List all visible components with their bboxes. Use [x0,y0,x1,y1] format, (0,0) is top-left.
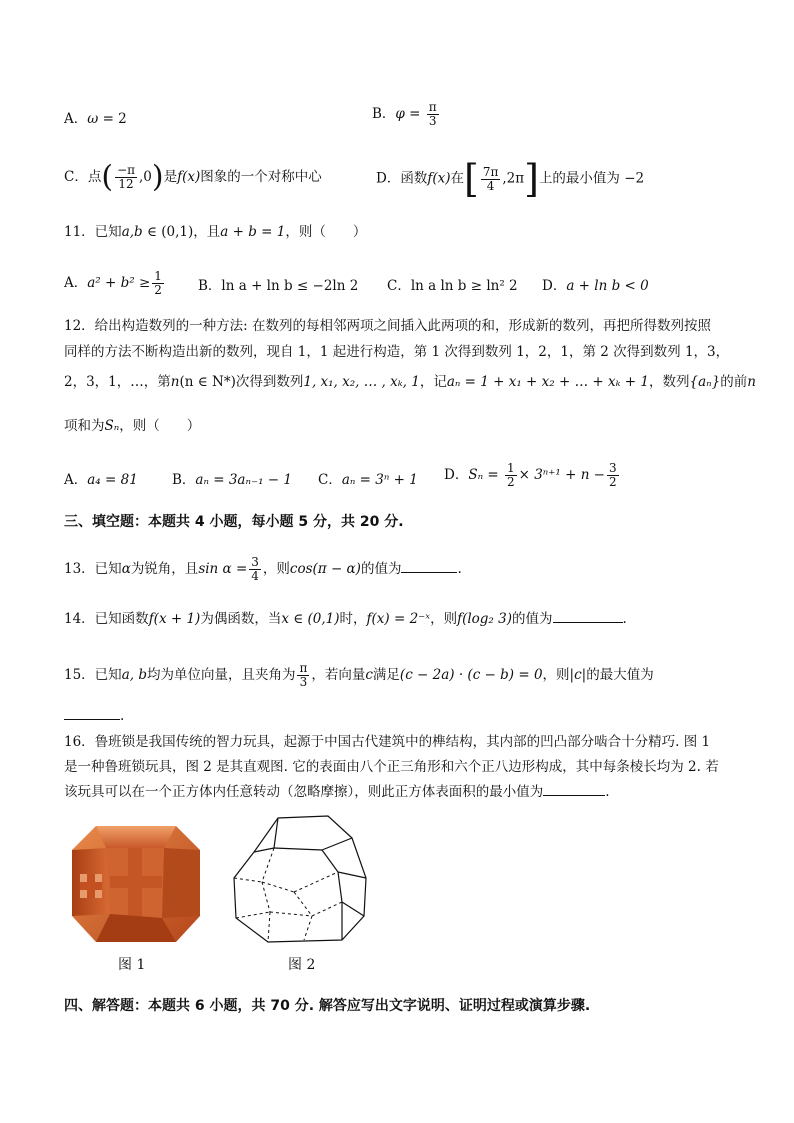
text: . [605,784,610,800]
math-expr: ln a + ln b ≤ −2ln 2 [221,278,359,294]
denominator: 4 [486,178,495,193]
math-expr: × 3ⁿ⁺¹ + n − [518,467,605,483]
text: 的前 [720,374,748,390]
q15-answer-line [64,706,124,726]
math-expr: a₄ = 81 [87,472,138,488]
text: ，则 [542,667,570,683]
math-expr: 1, x₁, x₂, … , xₖ, 1 [303,374,420,390]
answer-blank[interactable] [64,707,120,720]
q16-line-2: 是一种鲁班锁玩具，图 2 是其直观图. 它的表面由八个正三角形和六个正八边形构成，其中每条棱长均为 2. 若 [64,759,719,775]
text: . [120,708,125,724]
math-expr: |c| [569,667,587,683]
math-expr: cos(π − α) [289,561,361,577]
math-var: a, b [121,667,147,683]
q11-stem [64,222,366,242]
numerator: −π [117,163,136,177]
math-expr: x ∈ (0,1) [281,611,340,627]
math-expr: (n ∈ N*) [179,374,236,390]
q12-line-4 [64,416,200,436]
option-label: A． [64,275,88,291]
coord-tail: ,0 [139,169,152,185]
text: 均为单位向量，且夹角为 [146,667,296,683]
denominator: 2 [506,475,515,489]
option-label: C． [318,472,342,488]
answer-blank[interactable] [401,560,457,573]
phi-symbol: φ [395,106,405,122]
math-expr: aₙ = 1 + x₁ + x₂ + … + xₖ + 1 [446,374,649,390]
math-expr: aₙ = 3ⁿ + 1 [341,472,418,488]
math-var: n [747,374,756,390]
math-var: Sₙ [104,418,120,434]
paren-open: ( [101,159,114,195]
q12-option-d [444,462,621,489]
bracket-close: ] [524,157,539,201]
q14 [64,609,627,629]
text: 该玩具可以在一个正方体内任意转动（忽略摩擦），则此正方体表面积的最小值为 [64,784,544,800]
q11-option-d [542,276,649,296]
option-label: C．点 [64,169,102,185]
text: . [457,561,462,577]
math-expr: Sₙ = [468,467,499,483]
text: 次得到数列 [235,374,304,390]
math-expr: a + ln b < 0 [566,278,649,294]
text: 的最大值为 [586,667,654,683]
fraction [505,462,517,489]
math-expr: (c − 2a) · (c − b) = 0 [399,667,543,683]
fraction [249,556,261,583]
q13 [64,556,462,583]
q11-option-c [387,276,518,296]
answer-blank[interactable] [553,610,623,623]
fraction [115,164,137,191]
fraction [427,101,439,128]
equals: = [409,106,421,122]
denominator: 12 [118,177,134,191]
text: ，则 [430,611,458,627]
question-number: 15．已知 [64,667,122,683]
text: 为偶函数，当 [200,611,282,627]
math-expr: f(x) = 2⁻ˣ [366,611,431,627]
numerator: 1 [154,269,162,283]
text: ，数列 [649,374,690,390]
option-expr: = 2 [102,111,127,127]
text: 是 [163,169,178,185]
numerator: π [299,661,308,675]
option-label: D．函数 [376,170,428,187]
math-expr: aₙ = 3aₙ₋₁ − 1 [195,472,292,488]
text: 为锐角，且 [130,561,199,577]
truncated-cube-diagram [232,812,372,948]
text: 的值为 [360,561,402,577]
option-label: D． [542,278,567,294]
figure-2-caption: 图 2 [288,957,316,973]
math-expr: f(log₂ 3) [457,611,512,627]
q16-line-1: 16．鲁班锁是我国传统的智力玩具，起源于中国古代建筑中的榫结构，其内部的凹凸部分啮合十分精巧. 图 1 [64,734,711,750]
q16-line-3 [64,782,610,802]
math-expr: sin α = [198,561,248,577]
numerator: 1 [506,461,515,475]
paren-close: ) [151,159,164,195]
section-heading-solutions: 四、解答题：本题共 6 小题，共 70 分. 解答应写出文字说明、证明过程或演算步骤. [64,998,591,1014]
option-label: A． [64,472,88,488]
numerator: π [428,100,437,114]
bracket-open: [ [463,157,479,201]
numerator: 7π [482,164,499,179]
q12-line-2: 同样的方法不断构造出新的数列，现自 1，1 起进行构造，第 1 次得到数列 1，2，1，第 2 次得到数列 1，3， [64,344,730,360]
numerator: 3 [251,555,259,569]
q10-option-a [64,109,127,129]
option-label: B． [372,106,396,122]
denominator: 3 [428,114,437,128]
math-var: n [170,374,180,390]
q10-option-b [372,101,441,128]
math-expr: a + b = 1 [220,224,286,240]
q12-line-3 [64,372,756,392]
text: ，则（ ） [285,224,367,240]
function-expr: f(x) [427,170,451,187]
omega-symbol: ω [87,111,99,127]
q11-option-a [64,270,166,297]
fraction [481,166,501,193]
math-expr: {aₙ} [689,374,721,390]
text: 项和为 [64,418,105,434]
option-label: D． [444,467,469,483]
option-label: C． [387,278,411,294]
option-label: B． [198,278,222,294]
text: ，若向量 [311,667,366,683]
q12-line-1: 12．给出构造数列的一种方法: 在数列的每相邻两项之间插入此两项的和，形成新的数列，再把所得数列按照 [64,318,712,334]
section-heading-fill-in: 三、填空题：本题共 4 小题，每小题 5 分，共 20 分. [64,514,404,530]
fraction [152,270,164,297]
fraction [607,462,619,489]
q12-option-a [64,470,138,490]
text: 图象的一个对称中心 [200,169,322,185]
math-expr: a² + b² ≥ [87,275,151,291]
text: ，则（ ） [119,418,201,434]
numerator: 3 [609,461,617,475]
q10-option-c [64,159,322,195]
fraction [297,662,309,689]
text: 的值为 [512,611,553,627]
question-number: 13．已知 [64,561,122,577]
denominator: 2 [609,475,617,489]
luban-lock-photo [66,818,206,948]
option-label: A． [64,111,88,127]
q15 [64,662,654,689]
answer-blank[interactable] [543,783,605,796]
text: 上的最小值为 −2 [538,170,645,187]
text: 时， [339,611,367,627]
denominator: 2 [154,283,162,297]
denominator: 4 [251,569,259,583]
math-expr: ln a ln b ≥ ln² 2 [410,278,518,294]
function-expr: f(x) [177,169,201,185]
question-number: 14．已知函数 [64,611,149,627]
figure-1-caption: 图 1 [118,957,146,973]
math-var: c [365,667,373,683]
q11-option-b [198,276,358,296]
text: ∈ (0,1)，且 [146,224,221,240]
text: 2，3，1，…，第 [64,374,171,390]
denominator: 3 [299,675,308,689]
text: 满足 [372,667,400,683]
math-var: α [121,561,131,577]
text: ，则 [262,561,290,577]
text: 在 [450,170,464,187]
q12-option-c [318,470,418,490]
q12-option-b [172,470,292,490]
interval-tail: ,2π [502,170,525,187]
text: . [622,611,627,627]
option-label: B． [172,472,196,488]
q10-option-d [376,157,645,201]
question-number: 11．已知 [64,224,122,240]
math-var: a,b [121,224,143,240]
math-expr: f(x + 1) [148,611,201,627]
text: ，记 [419,374,447,390]
